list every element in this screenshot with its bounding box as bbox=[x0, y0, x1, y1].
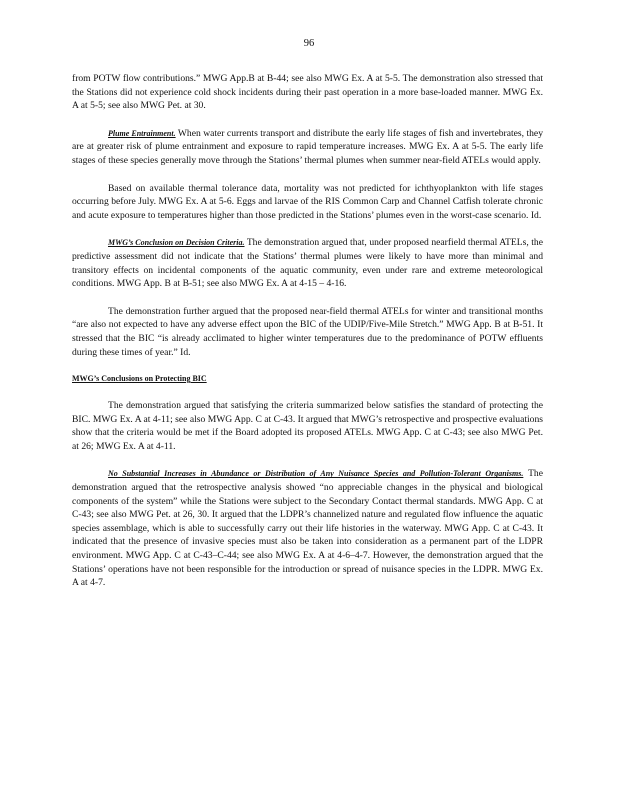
heading-plume-entrainment: Plume Entrainment. bbox=[108, 128, 176, 138]
paragraph-cold-shock: from POTW flow contributions.” MWG App.B at B-44; see also MWG Ex. A at 5-5. The demonstration also stressed that the Stations did not experience cold shock incidents during their past operation in a more base-loaded manner. MWG Ex. A at 5-5; see also MWG Pet. at 30. bbox=[72, 73, 543, 112]
paragraph-decision-criteria bbox=[72, 236, 543, 290]
heading-decision-criteria: MWG’s Conclusion on Decision Criteria. bbox=[108, 238, 245, 248]
heading-nuisance-species: No Substantial Increases in Abundance or Distribution of Any Nuisance Species and Pollution-Tolerant Organisms. bbox=[108, 469, 524, 479]
text-nuisance-species: The demonstration argued that the retrospective analysis showed “no appreciable changes in the physical and biological components of the system” while the Stations were subject to the Secondary Contact thermal standards. MWG App. C at C-43; see also MWG Pet. at 26, 30. It argued that the LDPR’s channelized nature and regulated flow influence the aquatic species assemblage, which is able to successfully carry out their life histories in the waterway. MWG App. C at C-43. It indicated that the presence of invasive species must also be taken into consideration as a permanent part of the LDPR environment. MWG App. C at C-43–C-44; see also MWG Ex. A at 4-6–4-7. However, the demonstration argued that the Stations’ operations have not been responsible for the introduction or spread of nuisance species in the LDPR. MWG Ex. A at 4-7. bbox=[72, 468, 543, 589]
body-text bbox=[72, 72, 543, 590]
section-title-protecting-bic: MWG’s Conclusions on Protecting BIC bbox=[72, 374, 207, 384]
paragraph-thermal-tolerance: Based on available thermal tolerance data, mortality was not predicted for ichthyoplankton with life stages occurring before July. MWG Ex. A at 5-6. Eggs and larvae of the RIS Common Carp and Channel Catfish tolerate chronic and acute exposure to temperatures higher than those predicted in the Stations’ plumes even in the worst-case scenario. Id. bbox=[72, 182, 543, 221]
paragraph-plume-entrainment bbox=[72, 127, 543, 168]
paragraph-nuisance-species bbox=[72, 467, 543, 589]
paragraph-bic-criteria: The demonstration argued that satisfying the criteria summarized below satisfies the standard of protecting the BIC. MWG Ex. A at 4-11; see also MWG App. C at C-43. It argued that MWG’s retrospective and prospective evaluations show that the criteria would be met if the Board adopted its proposed ATELs. MWG App. C at C-43; see also MWG Pet. at 26; MWG Ex. A at 4-11. bbox=[72, 400, 543, 452]
paragraph-winter-atels: The demonstration further argued that the proposed near-field thermal ATELs for winter and transitional months “are also not expected to have any adverse effect upon the BIC of the UDIP/Five-Mile Stretch.” MWG App. B at B-51. It stressed that the BIC “is already acclimated to higher winter temperatures due to the predominance of POTW effluents during these times of year.” Id. bbox=[72, 305, 543, 358]
text-decision-criteria: The demonstration argued that, under proposed nearfield thermal ATELs, the predictive assessment did not indicate that the Stations’ thermal plumes were likely to have more than minimal and transitory effects on incidental components of the aquatic community, even under rare and extreme meteorological conditions. MWG App. B at B-51; see also MWG Ex. A at 4-15 – 4-16. bbox=[72, 237, 543, 290]
text-plume-entrainment: When water currents transport and distribute the early life stages of fish and invertebrates, they are at greater risk of plume entrainment and exposure to rapid temperature increases. MWG Ex. A at 5-5. The early life stages of these species generally move through the Stations’ thermal plumes when summer near-field ATELs would apply. bbox=[72, 127, 543, 166]
page-number: 96 bbox=[303, 38, 315, 49]
